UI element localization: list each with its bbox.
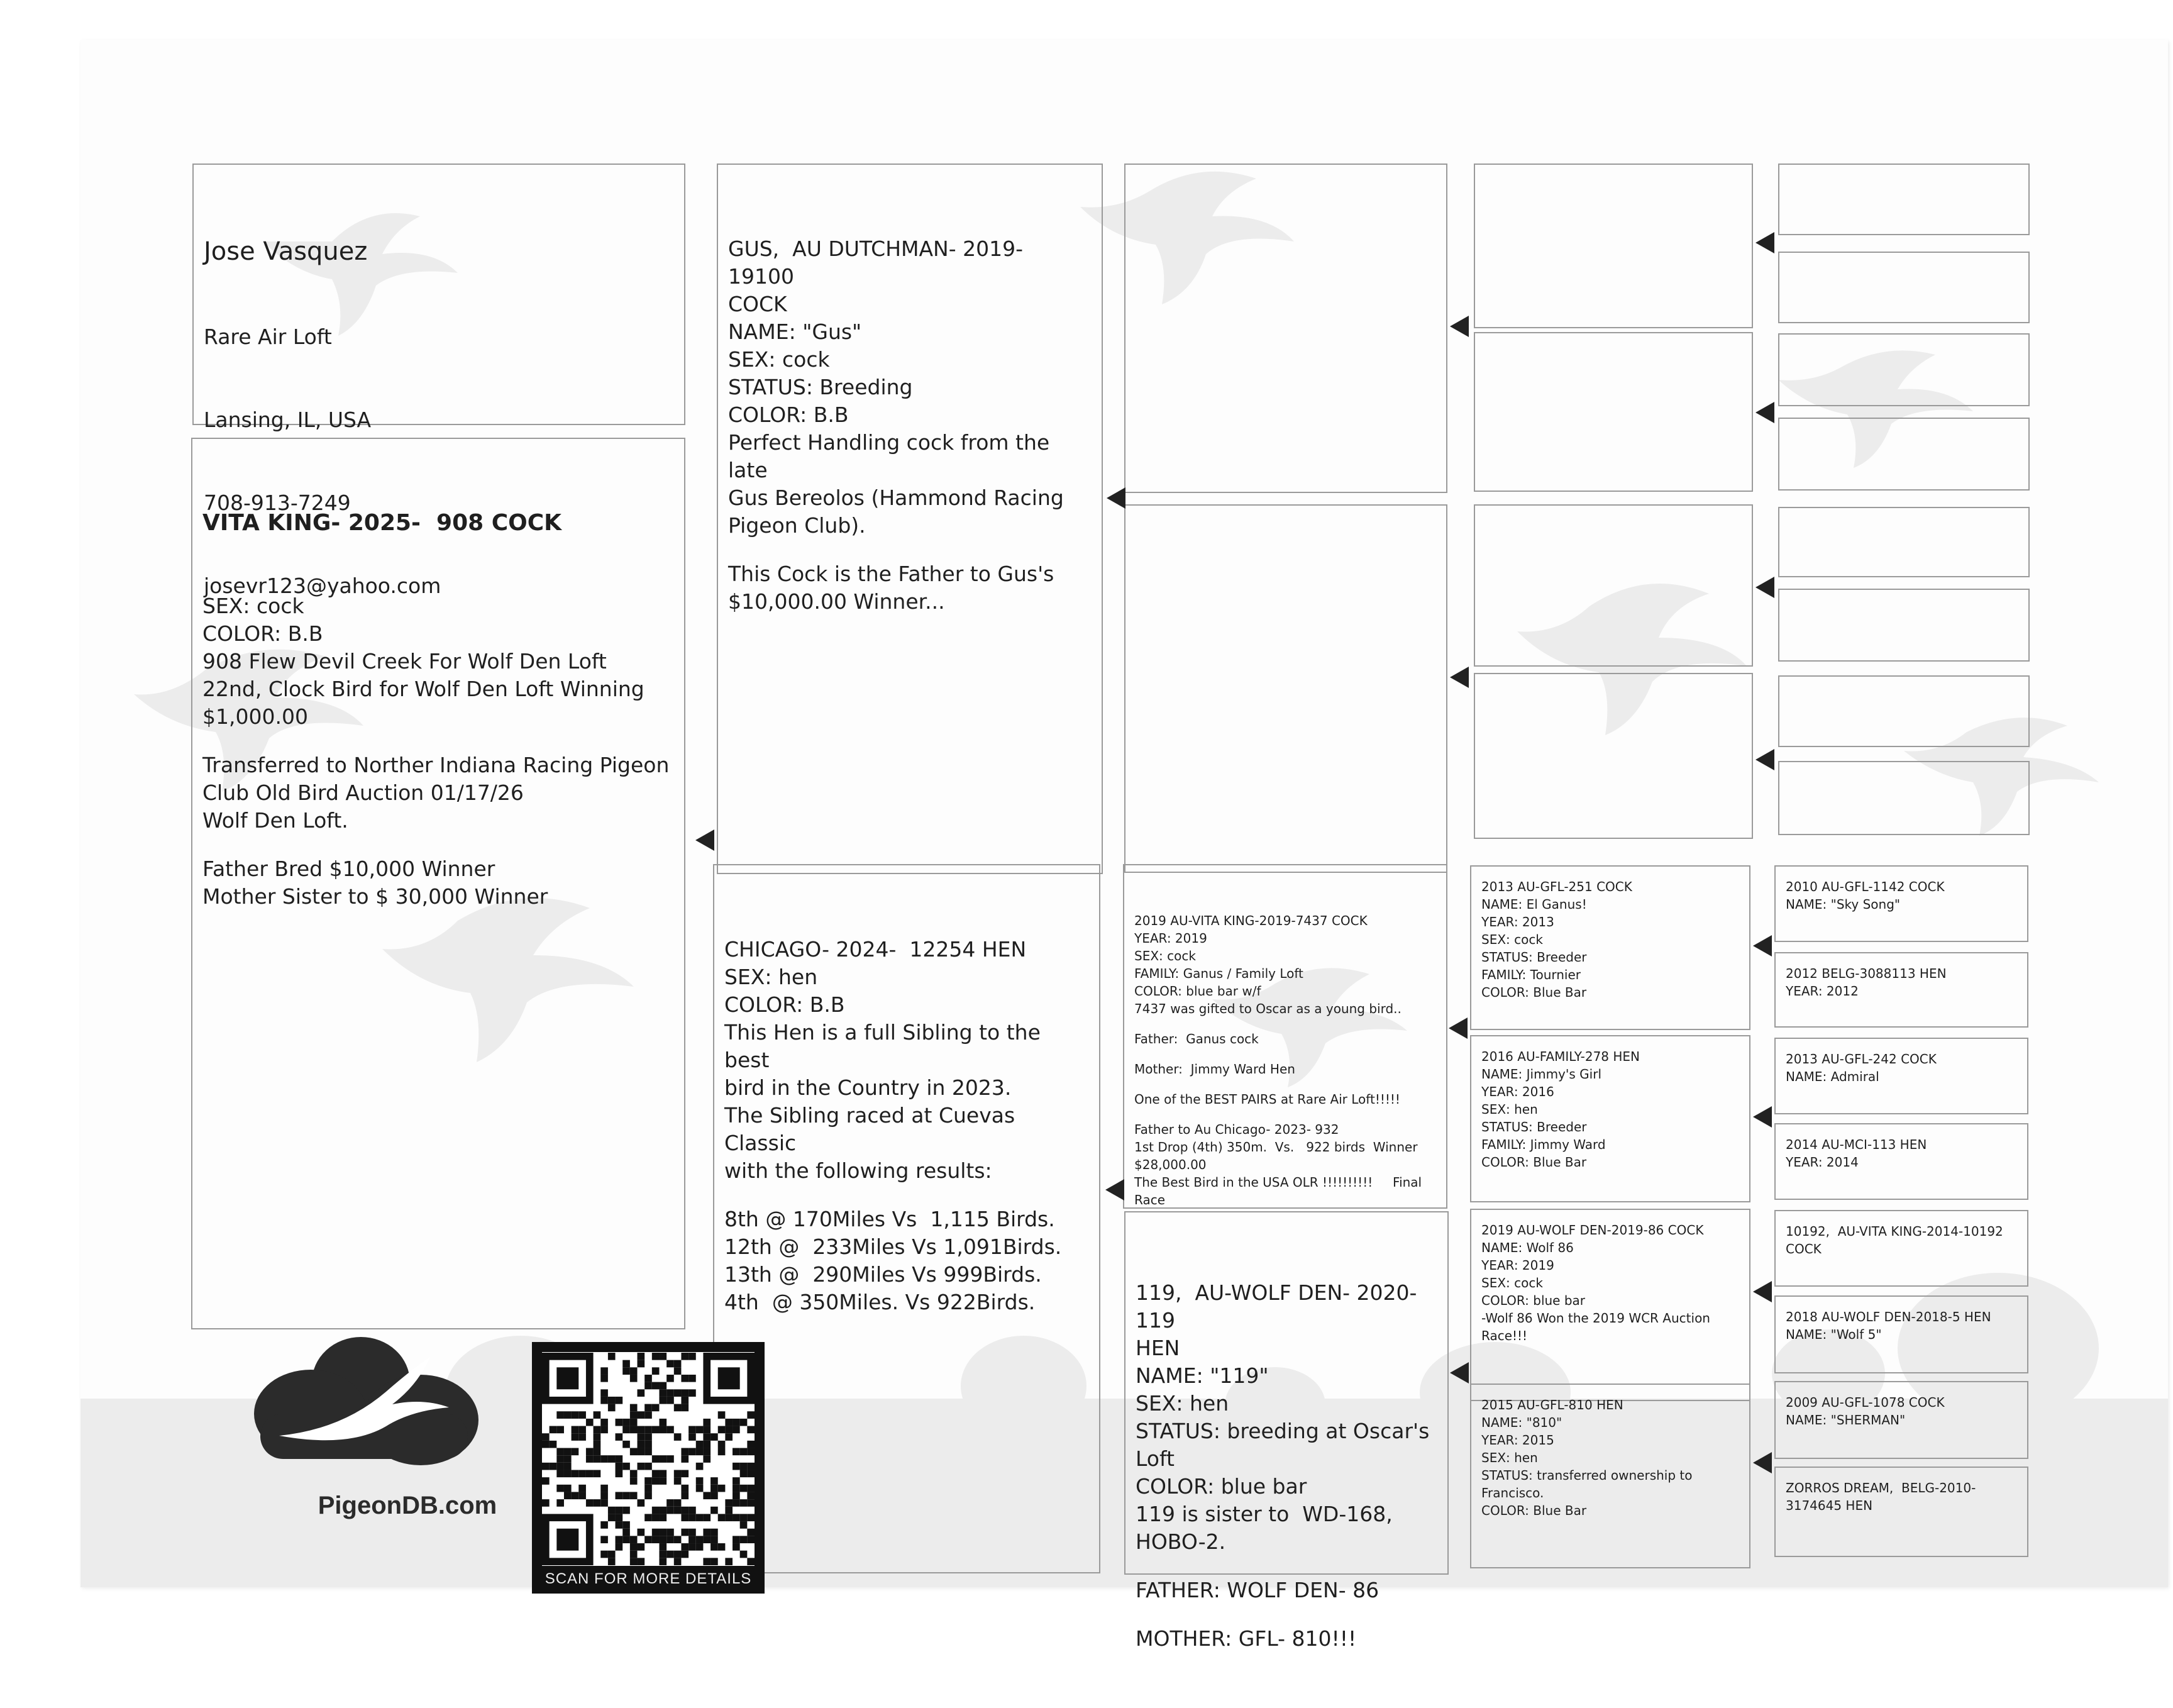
text-line: COLOR: B.B — [202, 621, 323, 646]
gen4-details-10 — [1786, 965, 2017, 1000]
gen4-details-9 — [1786, 878, 2017, 913]
owner-loft: Rare Air Loft — [204, 324, 332, 349]
sire-box — [717, 164, 1103, 874]
text-line: COLOR: Blue Bar — [1481, 1503, 1587, 1518]
text-line: COLOR: blue bar w/f — [1134, 984, 1261, 999]
dam-dam-box — [1124, 1211, 1449, 1651]
text-line: STATUS: Breeder — [1481, 1119, 1587, 1134]
gen4-details-11 — [1786, 1050, 2017, 1085]
text-line — [1134, 1018, 1436, 1030]
text-line: SEX: cock — [1134, 948, 1196, 963]
text-line — [1134, 1108, 1436, 1121]
text-line: YEAR: 2015 — [1481, 1433, 1554, 1448]
text-line: The Sibling raced at Cuevas Classic — [724, 1103, 1022, 1155]
text-line: SEX: cock — [728, 347, 830, 372]
text-line: COLOR: blue bar — [1136, 1474, 1307, 1499]
dam-dam-details — [1136, 1279, 1437, 1653]
gen4-box-3 — [1778, 333, 2030, 406]
text-line: NAME: "SHERMAN" — [1786, 1412, 1906, 1428]
dam-sire-details — [1134, 912, 1436, 1209]
text-line: COLOR: Blue Bar — [1481, 1155, 1587, 1170]
text-line: Gus Bereolos (Hammond Racing — [728, 485, 1064, 510]
text-line: COCK — [728, 292, 787, 316]
text-line: 2019 AU-WOLF DEN-2019-86 COCK — [1481, 1223, 1704, 1238]
arrow-left-icon — [1753, 1452, 1772, 1473]
text-line: 22nd, Clock Bird for Wolf Den Loft Winning — [202, 677, 644, 701]
text-line: COCK — [1786, 1241, 1822, 1256]
gen4-box-13 — [1774, 1210, 2028, 1287]
text-line: NAME: El Ganus! — [1481, 897, 1587, 912]
text-line: NAME: Wolf 86 — [1481, 1240, 1574, 1255]
text-line: One of the BEST PAIRS at Rare Air Loft!!!!! — [1134, 1092, 1400, 1107]
text-line: $1,000.00 — [202, 704, 308, 729]
dam-sire-box — [1123, 864, 1447, 1209]
text-line: SEX: hen — [1481, 1450, 1538, 1465]
text-line: 2009 AU-GFL-1078 COCK — [1786, 1395, 1945, 1410]
gen3-box-5 — [1470, 865, 1750, 1030]
owner-email: josevr123@yahoo.com — [204, 574, 441, 598]
gen3-box-4 — [1474, 673, 1753, 839]
text-line: YEAR: 2019 — [1481, 1258, 1554, 1273]
gen4-details-15 — [1786, 1394, 2017, 1429]
text-line: Father to Au Chicago- 2023- 932 — [1134, 1122, 1339, 1137]
gen4-box-7 — [1778, 675, 2030, 747]
text-line: HEN — [1136, 1336, 1180, 1360]
text-line: $28,000.00 — [1134, 1157, 1207, 1172]
text-line: 2019 AU-VITA KING-2019-7437 COCK — [1134, 913, 1368, 928]
text-line — [1134, 1078, 1436, 1090]
text-line: Pigeon Club). — [728, 513, 866, 538]
text-line: 2014 AU-MCI-113 HEN — [1786, 1137, 1927, 1152]
text-line: COLOR: B.B — [724, 992, 845, 1017]
text-line: Club Old Bird Auction 01/17/26 — [202, 780, 524, 805]
text-line: NAME: "119" — [1136, 1363, 1269, 1388]
gen3-box-3 — [1474, 504, 1753, 667]
text-line: 12th @ 233Miles Vs 1,091Birds. — [724, 1234, 1062, 1259]
text-line: Mother Sister to $ 30,000 Winner — [202, 884, 548, 909]
arrow-left-icon — [1753, 1281, 1772, 1302]
gen4-box-1 — [1778, 164, 2030, 235]
text-line: SEX: cock — [202, 594, 304, 618]
text-line: 1st Drop (4th) 350m. Vs. 922 birds Winner — [1134, 1140, 1418, 1155]
text-line: STATUS: Breeding — [728, 375, 913, 399]
sire-sire-box — [1124, 164, 1447, 493]
gen3-details-6 — [1481, 1048, 1739, 1171]
sire-dam-box — [1124, 504, 1447, 873]
sire-details — [728, 235, 1092, 616]
text-line — [202, 731, 674, 751]
arrow-left-icon — [695, 829, 714, 851]
text-line: YEAR: 2014 — [1786, 1155, 1859, 1170]
owner-name: Jose Vasquez — [204, 237, 368, 266]
gen4-box-15 — [1774, 1381, 2028, 1459]
text-line: $10,000.00 Winner... — [728, 589, 945, 614]
text-line: Transferred to Norther Indiana Racing Pigeon — [202, 753, 670, 777]
gen3-details-7 — [1481, 1221, 1739, 1345]
arrow-left-icon — [1756, 402, 1774, 423]
text-line: FAMILY: Tournier — [1481, 967, 1581, 982]
pigeondb-logo-icon — [204, 1326, 518, 1477]
text-line — [728, 540, 1092, 560]
text-line — [1136, 1604, 1437, 1625]
arrow-left-icon — [1753, 935, 1772, 957]
text-line: NAME: Jimmy's Girl — [1481, 1067, 1601, 1082]
arrow-left-icon — [1450, 316, 1469, 337]
gen4-details-13 — [1786, 1223, 2017, 1258]
text-line: 908 Flew Devil Creek For Wolf Den Loft — [202, 649, 607, 674]
gen4-box-8 — [1778, 761, 2030, 835]
gen4-box-6 — [1778, 589, 2030, 662]
text-line: SEX: cock — [1481, 1275, 1543, 1290]
arrow-left-icon — [1450, 667, 1469, 688]
text-line: bird in the Country in 2023. — [724, 1075, 1012, 1100]
text-line: 119 is sister to WD-168, HOBO-2. — [1136, 1502, 1400, 1554]
gen4-box-10 — [1774, 952, 2028, 1028]
text-line: 2016 AU-FAMILY-278 HEN — [1481, 1049, 1640, 1064]
qr-code-icon[interactable] — [542, 1352, 755, 1566]
text-line: Francisco. — [1481, 1485, 1544, 1500]
owner-location: Lansing, IL, USA — [204, 408, 372, 432]
text-line: 13th @ 290Miles Vs 999Birds. — [724, 1262, 1042, 1287]
gen4-box-14 — [1774, 1295, 2028, 1373]
text-line: YEAR: 2013 — [1481, 914, 1554, 929]
text-line: COLOR: blue bar — [1481, 1293, 1586, 1308]
text-line: NAME: "810" — [1481, 1415, 1562, 1430]
text-line: NAME: "Gus" — [728, 319, 862, 344]
text-line: Mother: Jimmy Ward Hen — [1134, 1062, 1295, 1077]
text-line: YEAR: 2016 — [1481, 1084, 1554, 1099]
gen3-box-8 — [1470, 1384, 1750, 1568]
text-line: SEX: cock — [1481, 932, 1543, 947]
text-line: CHICAGO- 2024- 12254 HEN — [724, 937, 1027, 962]
text-line: 8th @ 170Miles Vs 1,115 Birds. — [724, 1207, 1055, 1231]
arrow-left-icon — [1449, 1018, 1468, 1039]
text-line: NAME: Admiral — [1786, 1069, 1879, 1084]
text-line: YEAR: 2019 — [1134, 931, 1207, 946]
text-line: Perfect Handling cock from the late — [728, 430, 1056, 482]
text-line: 2012 BELG-3088113 HEN — [1786, 966, 1947, 981]
text-line — [1134, 1048, 1436, 1060]
text-line: GUS, AU DUTCHMAN- 2019- 19100 — [728, 236, 1043, 289]
text-line: 2018 AU-WOLF DEN-2018-5 HEN — [1786, 1309, 1991, 1324]
arrow-left-icon — [1753, 1106, 1772, 1128]
gen4-box-4 — [1778, 418, 2030, 491]
text-line: YEAR: 2012 — [1786, 984, 1859, 999]
text-line: This Cock is the Father to Gus's — [728, 562, 1054, 586]
text-line: MOTHER: GFL- 810!!! — [1136, 1626, 1357, 1651]
qr-code-block[interactable] — [532, 1342, 765, 1594]
arrow-left-icon — [1450, 1362, 1469, 1384]
text-line: FAMILY: Jimmy Ward — [1481, 1137, 1606, 1152]
text-line: 2010 AU-GFL-1142 COCK — [1786, 879, 1945, 894]
text-line — [1136, 1556, 1437, 1577]
dam-box — [713, 864, 1100, 1573]
gen3-details-8 — [1481, 1396, 1739, 1519]
text-line: with the following results: — [724, 1158, 992, 1183]
brand-name: PigeonDB.com — [318, 1492, 497, 1519]
text-line: 2015 AU-GFL-810 HEN — [1481, 1397, 1623, 1412]
text-line: -Wolf 86 Won the 2019 WCR Auction — [1481, 1311, 1710, 1326]
text-line: Wolf Den Loft. — [202, 808, 348, 833]
text-line: Father Bred $10,000 Winner — [202, 857, 495, 881]
gen4-box-11 — [1774, 1038, 2028, 1114]
text-line — [724, 1185, 1089, 1206]
qr-pattern — [542, 1352, 755, 1566]
gen4-box-12 — [1774, 1123, 2028, 1200]
text-line: SEX: hen — [1481, 1102, 1538, 1117]
subject-details — [202, 592, 674, 911]
pedigree-sheet — [80, 40, 2168, 1651]
text-line: COLOR: B.B — [728, 402, 849, 427]
text-line: 10192, AU-VITA KING-2014-10192 — [1786, 1224, 2003, 1239]
arrow-left-icon — [1756, 232, 1774, 253]
text-line: 2013 AU-GFL-251 COCK — [1481, 879, 1632, 894]
text-line: STATUS: Breeder — [1481, 950, 1587, 965]
gen3-box-2 — [1474, 332, 1753, 492]
arrow-left-icon — [1105, 1179, 1124, 1201]
text-line: 2013 AU-GFL-242 COCK — [1786, 1051, 1937, 1067]
text-line: SEX: hen — [724, 965, 818, 989]
text-line — [202, 835, 674, 855]
text-line: STATUS: transferred ownership to — [1481, 1468, 1693, 1483]
gen3-box-1 — [1474, 164, 1753, 328]
text-line: NAME: "Wolf 5" — [1786, 1327, 1882, 1342]
text-line: COLOR: Blue Bar — [1481, 985, 1587, 1000]
gen4-details-16 — [1786, 1479, 2017, 1514]
owner-phone: 708-913-7249 — [204, 491, 351, 515]
gen4-box-16 — [1774, 1467, 2028, 1557]
gen4-details-14 — [1786, 1308, 2017, 1343]
subject-title: VITA KING- 2025- 908 COCK — [202, 510, 562, 536]
text-line: 4th @ 350Miles. Vs 922Birds. — [724, 1290, 1036, 1314]
text-line: 7437 was gifted to Oscar as a young bird.. — [1134, 1001, 1402, 1016]
arrow-left-icon — [1756, 749, 1774, 770]
text-line: 3174645 HEN — [1786, 1498, 1873, 1513]
subject-bird-box — [191, 438, 685, 1329]
text-line: 119, AU-WOLF DEN- 2020- 119 — [1136, 1280, 1430, 1333]
text-line: Race!!! — [1481, 1328, 1528, 1343]
text-line: ZORROS DREAM, BELG-2010- — [1786, 1480, 1976, 1495]
gen4-box-2 — [1778, 252, 2030, 323]
text-line: Father: Ganus cock — [1134, 1031, 1259, 1046]
text-line: FAMILY: Ganus / Family Loft — [1134, 966, 1303, 981]
gen4-box-9 — [1774, 865, 2028, 942]
text-line: NAME: "Sky Song" — [1786, 897, 1901, 912]
gen3-details-5 — [1481, 878, 1739, 1001]
gen4-details-12 — [1786, 1136, 2017, 1171]
gen4-box-5 — [1778, 507, 2030, 577]
text-line: This Hen is a full Sibling to the best — [724, 1020, 1048, 1072]
arrow-left-icon — [1756, 577, 1774, 598]
gen3-box-6 — [1470, 1035, 1750, 1202]
dam-details — [724, 936, 1089, 1316]
text-line: SEX: hen — [1136, 1391, 1229, 1416]
text-line: The Best Bird in the USA OLR !!!!!!!!!! Final Race — [1134, 1175, 1426, 1207]
text-line: FATHER: WOLF DEN- 86 — [1136, 1578, 1380, 1602]
text-line: STATUS: breeding at Oscar's Loft — [1136, 1419, 1436, 1471]
gen3-box-7 — [1470, 1209, 1750, 1401]
qr-caption: SCAN FOR MORE DETAILS — [545, 1570, 752, 1587]
arrow-left-icon — [1107, 487, 1125, 509]
